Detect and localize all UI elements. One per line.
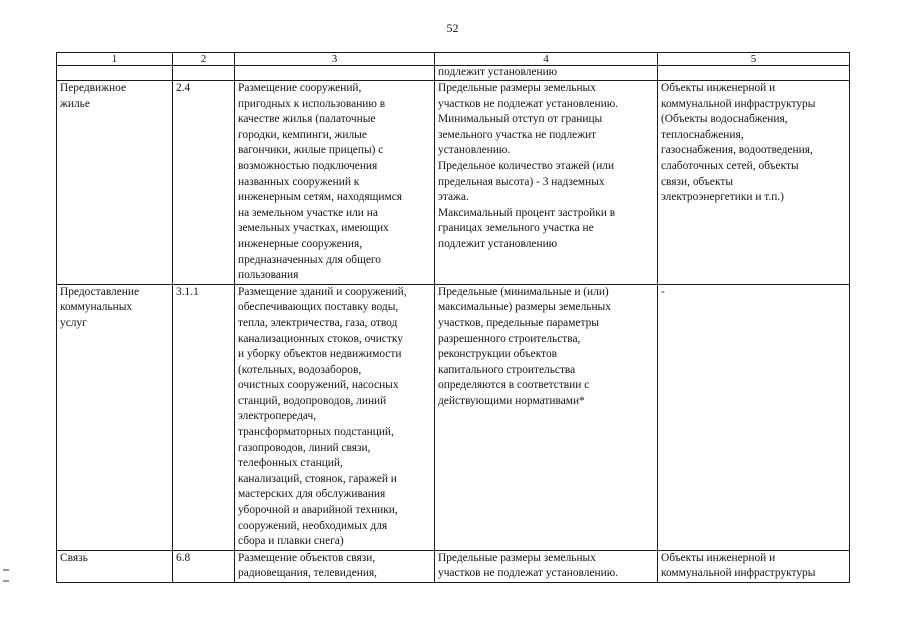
land-use-table: [56, 52, 850, 583]
table-row: [57, 550, 850, 582]
use-code-cell: [173, 550, 235, 582]
scan-edge-mark: [3, 580, 9, 582]
page-number: 52: [446, 21, 459, 35]
use-code-cell: 2.4: [173, 81, 235, 285]
use-description-cell: [235, 550, 435, 582]
use-objects-cell: -: [658, 284, 850, 550]
use-parameters-text: Предельные размеры земельных участков не подлежат установлению.: [438, 551, 619, 580]
continuation-row: [57, 66, 850, 81]
scan-edge-mark: [3, 569, 9, 571]
table-header-row: [57, 53, 850, 66]
use-objects-cell: [658, 550, 850, 582]
cont-cell-4: подлежит установлению: [435, 66, 658, 81]
header-cell-2: 2: [173, 53, 235, 66]
use-parameters-cell: Предельные (минимальные и (или) максимальные) размеры земельных участков, предельные параметры разрешенного строительства, реконструкции объектов капитального строительства определяются в соответствии с действующими нормативами*: [435, 284, 658, 550]
use-description-cell: Размещение зданий и сооружений, обеспечивающих поставку воды, тепла, электричества, газа, отвод канализационных стоков, очистку и уборку объектов недвижимости (котельных, водозаборов, очистных сооружений, насосных станций, водопроводов, линий электропередач, трансформаторных подстанций, газопроводов, линий связи, телефонных станций, канализаций, стоянок, гаражей и мастерских для обслуживания уборочной и аварийной техники, сооружений, необходимых для сбора и плавки снега): [235, 284, 435, 550]
use-name-text: Связь: [60, 551, 88, 564]
cont-cell-5: [658, 66, 850, 81]
cont-cell-3: [235, 66, 435, 81]
use-name-cell: [57, 550, 173, 582]
use-description-text: Размещение объектов связи, радиовещания, телевидения,: [238, 551, 378, 580]
use-parameters-cell: [435, 550, 658, 582]
use-objects-text: Объекты инженерной и коммунальной инфраструктуры: [661, 551, 816, 580]
use-name-cell: Передвижное жилье: [57, 81, 173, 285]
table-row: [57, 81, 850, 285]
header-cell-4: 4: [435, 53, 658, 66]
use-code-text: 6.8: [176, 551, 191, 564]
use-code-cell: 3.1.1: [173, 284, 235, 550]
header-cell-1: 1: [57, 53, 173, 66]
header-cell-5: 5: [658, 53, 850, 66]
cont-cell-2: [173, 66, 235, 81]
cont-cell-1: [57, 66, 173, 81]
header-cell-3: 3: [235, 53, 435, 66]
use-name-cell: Предоставление коммунальных услуг: [57, 284, 173, 550]
table-row: [57, 284, 850, 550]
use-parameters-cell: Предельные размеры земельных участков не подлежат установлению. Минимальный отступ от границы земельного участка не подлежит установлению. Предельное количество этажей (или предельная высота) - 3 надземных этажа. Максимальный процент застройки в границах земельного участка не подлежит установлению: [435, 81, 658, 285]
use-objects-cell: Объекты инженерной и коммунальной инфраструктуры (Объекты водоснабжения, теплоснабжения, газоснабжения, водоотведения, слаботочных сетей, объекты связи, объекты электроэнергетики и т.п.): [658, 81, 850, 285]
use-description-cell: Размещение сооружений, пригодных к использованию в качестве жилья (палаточные городки, кемпинги, жилые вагончики, жилые прицепы) с возможностью подключения названных сооружений к инженерным сетям, находящимся на земельном участке или на земельных участках, имеющих инженерные сооружения, предназначенных для общего пользования: [235, 81, 435, 285]
